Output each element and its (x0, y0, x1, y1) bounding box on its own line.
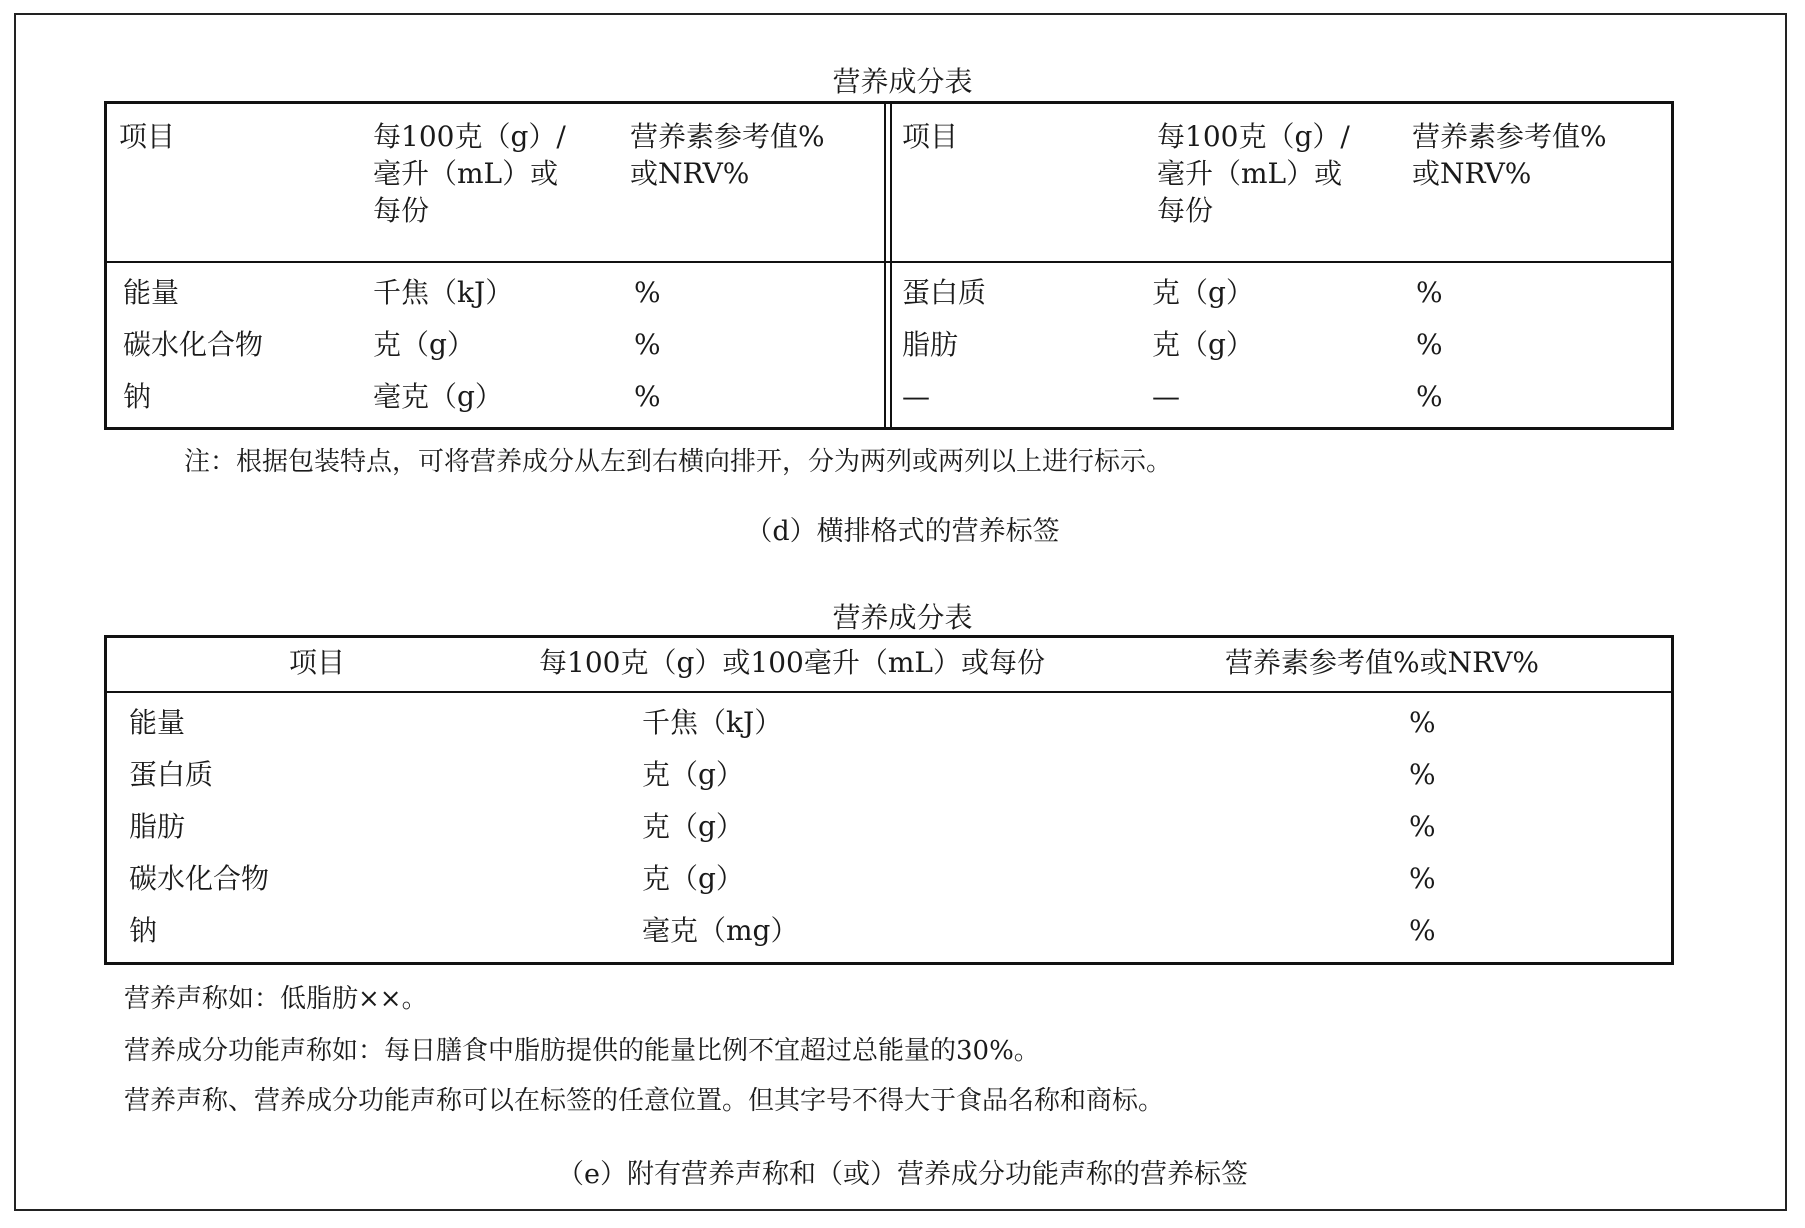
nutrition-table-claims (104, 635, 1674, 965)
left-row-1-nrv: % (634, 276, 661, 309)
row-4-unit: 克（g） (642, 862, 744, 895)
claim-placement-rule: 营养声称、营养成分功能声称可以在标签的任意位置。但其字号不得大于食品名称和商标。 (124, 1086, 1165, 1116)
row-2-name: 蛋白质 (129, 758, 214, 791)
row-3-nrv: % (1409, 810, 1436, 843)
figure-d-caption: （d）横排格式的营养标签 (745, 516, 1060, 547)
header-per: 每100克（g）或100毫升（mL）或每份 (539, 646, 1045, 679)
right-row-3-unit: — (1152, 380, 1180, 413)
nutrition-claim-example: 营养声称如：低脂肪××。 (124, 984, 428, 1014)
left-header-per-2: 毫升（mL）或 (373, 157, 559, 190)
left-header-per-1: 每100克（g）/ (373, 120, 566, 153)
left-row-1-name: 能量 (123, 276, 180, 309)
nutrition-table-horizontal (104, 101, 1674, 430)
left-row-1-unit: 千焦（kJ） (373, 276, 514, 309)
left-header-per-3: 每份 (373, 194, 430, 227)
row-2-unit: 克（g） (642, 758, 744, 791)
table-d-title: 营养成分表 (832, 65, 973, 98)
left-row-3-name: 钠 (123, 380, 152, 413)
right-row-3-nrv: % (1416, 380, 1443, 413)
left-row-2-name: 碳水化合物 (123, 328, 264, 361)
row-5-nrv: % (1409, 914, 1436, 947)
right-header-nrv-1: 营养素参考值% (1412, 120, 1607, 153)
right-header-nrv-2: 或NRV% (1412, 157, 1532, 190)
figure-e-caption: （e）附有营养声称和（或）营养成分功能声称的营养标签 (557, 1159, 1248, 1190)
right-header-item: 项目 (902, 120, 959, 153)
right-header-per-2: 毫升（mL）或 (1157, 157, 1343, 190)
row-2-nrv: % (1409, 758, 1436, 791)
header-item: 项目 (288, 646, 345, 679)
function-claim-example: 营养成分功能声称如：每日膳食中脂肪提供的能量比例不宜超过总能量的30%。 (124, 1036, 1040, 1066)
left-header-nrv-2: 或NRV% (630, 157, 750, 190)
left-header-nrv-1: 营养素参考值% (630, 120, 825, 153)
row-5-unit: 毫克（mg） (642, 914, 799, 947)
right-row-2-nrv: % (1416, 328, 1443, 361)
left-row-2-nrv: % (634, 328, 661, 361)
table-d-note: 注：根据包装特点，可将营养成分从左到右横向排开，分为两列或两列以上进行标示。 (184, 447, 1173, 477)
row-4-name: 碳水化合物 (129, 862, 270, 895)
header-nrv: 营养素参考值%或NRV% (1224, 646, 1540, 679)
column-group-divider (884, 104, 892, 427)
row-3-unit: 克（g） (642, 810, 744, 843)
right-row-3-name: — (902, 380, 930, 413)
right-header-per-3: 每份 (1157, 194, 1214, 227)
row-3-name: 脂肪 (129, 810, 186, 843)
table-e-title: 营养成分表 (832, 601, 973, 634)
left-header-item: 项目 (119, 120, 176, 153)
row-1-unit: 千焦（kJ） (642, 706, 783, 739)
row-1-name: 能量 (129, 706, 186, 739)
right-row-1-nrv: % (1416, 276, 1443, 309)
right-row-1-unit: 克（g） (1152, 276, 1254, 309)
left-row-3-unit: 毫克（g） (373, 380, 503, 413)
left-row-2-unit: 克（g） (373, 328, 475, 361)
header-divider (107, 691, 1671, 693)
row-1-nrv: % (1409, 706, 1436, 739)
right-row-2-unit: 克（g） (1152, 328, 1254, 361)
right-row-2-name: 脂肪 (902, 328, 959, 361)
left-row-3-nrv: % (634, 380, 661, 413)
right-row-1-name: 蛋白质 (902, 276, 987, 309)
row-5-name: 钠 (129, 914, 158, 947)
row-4-nrv: % (1409, 862, 1436, 895)
right-header-per-1: 每100克（g）/ (1157, 120, 1350, 153)
